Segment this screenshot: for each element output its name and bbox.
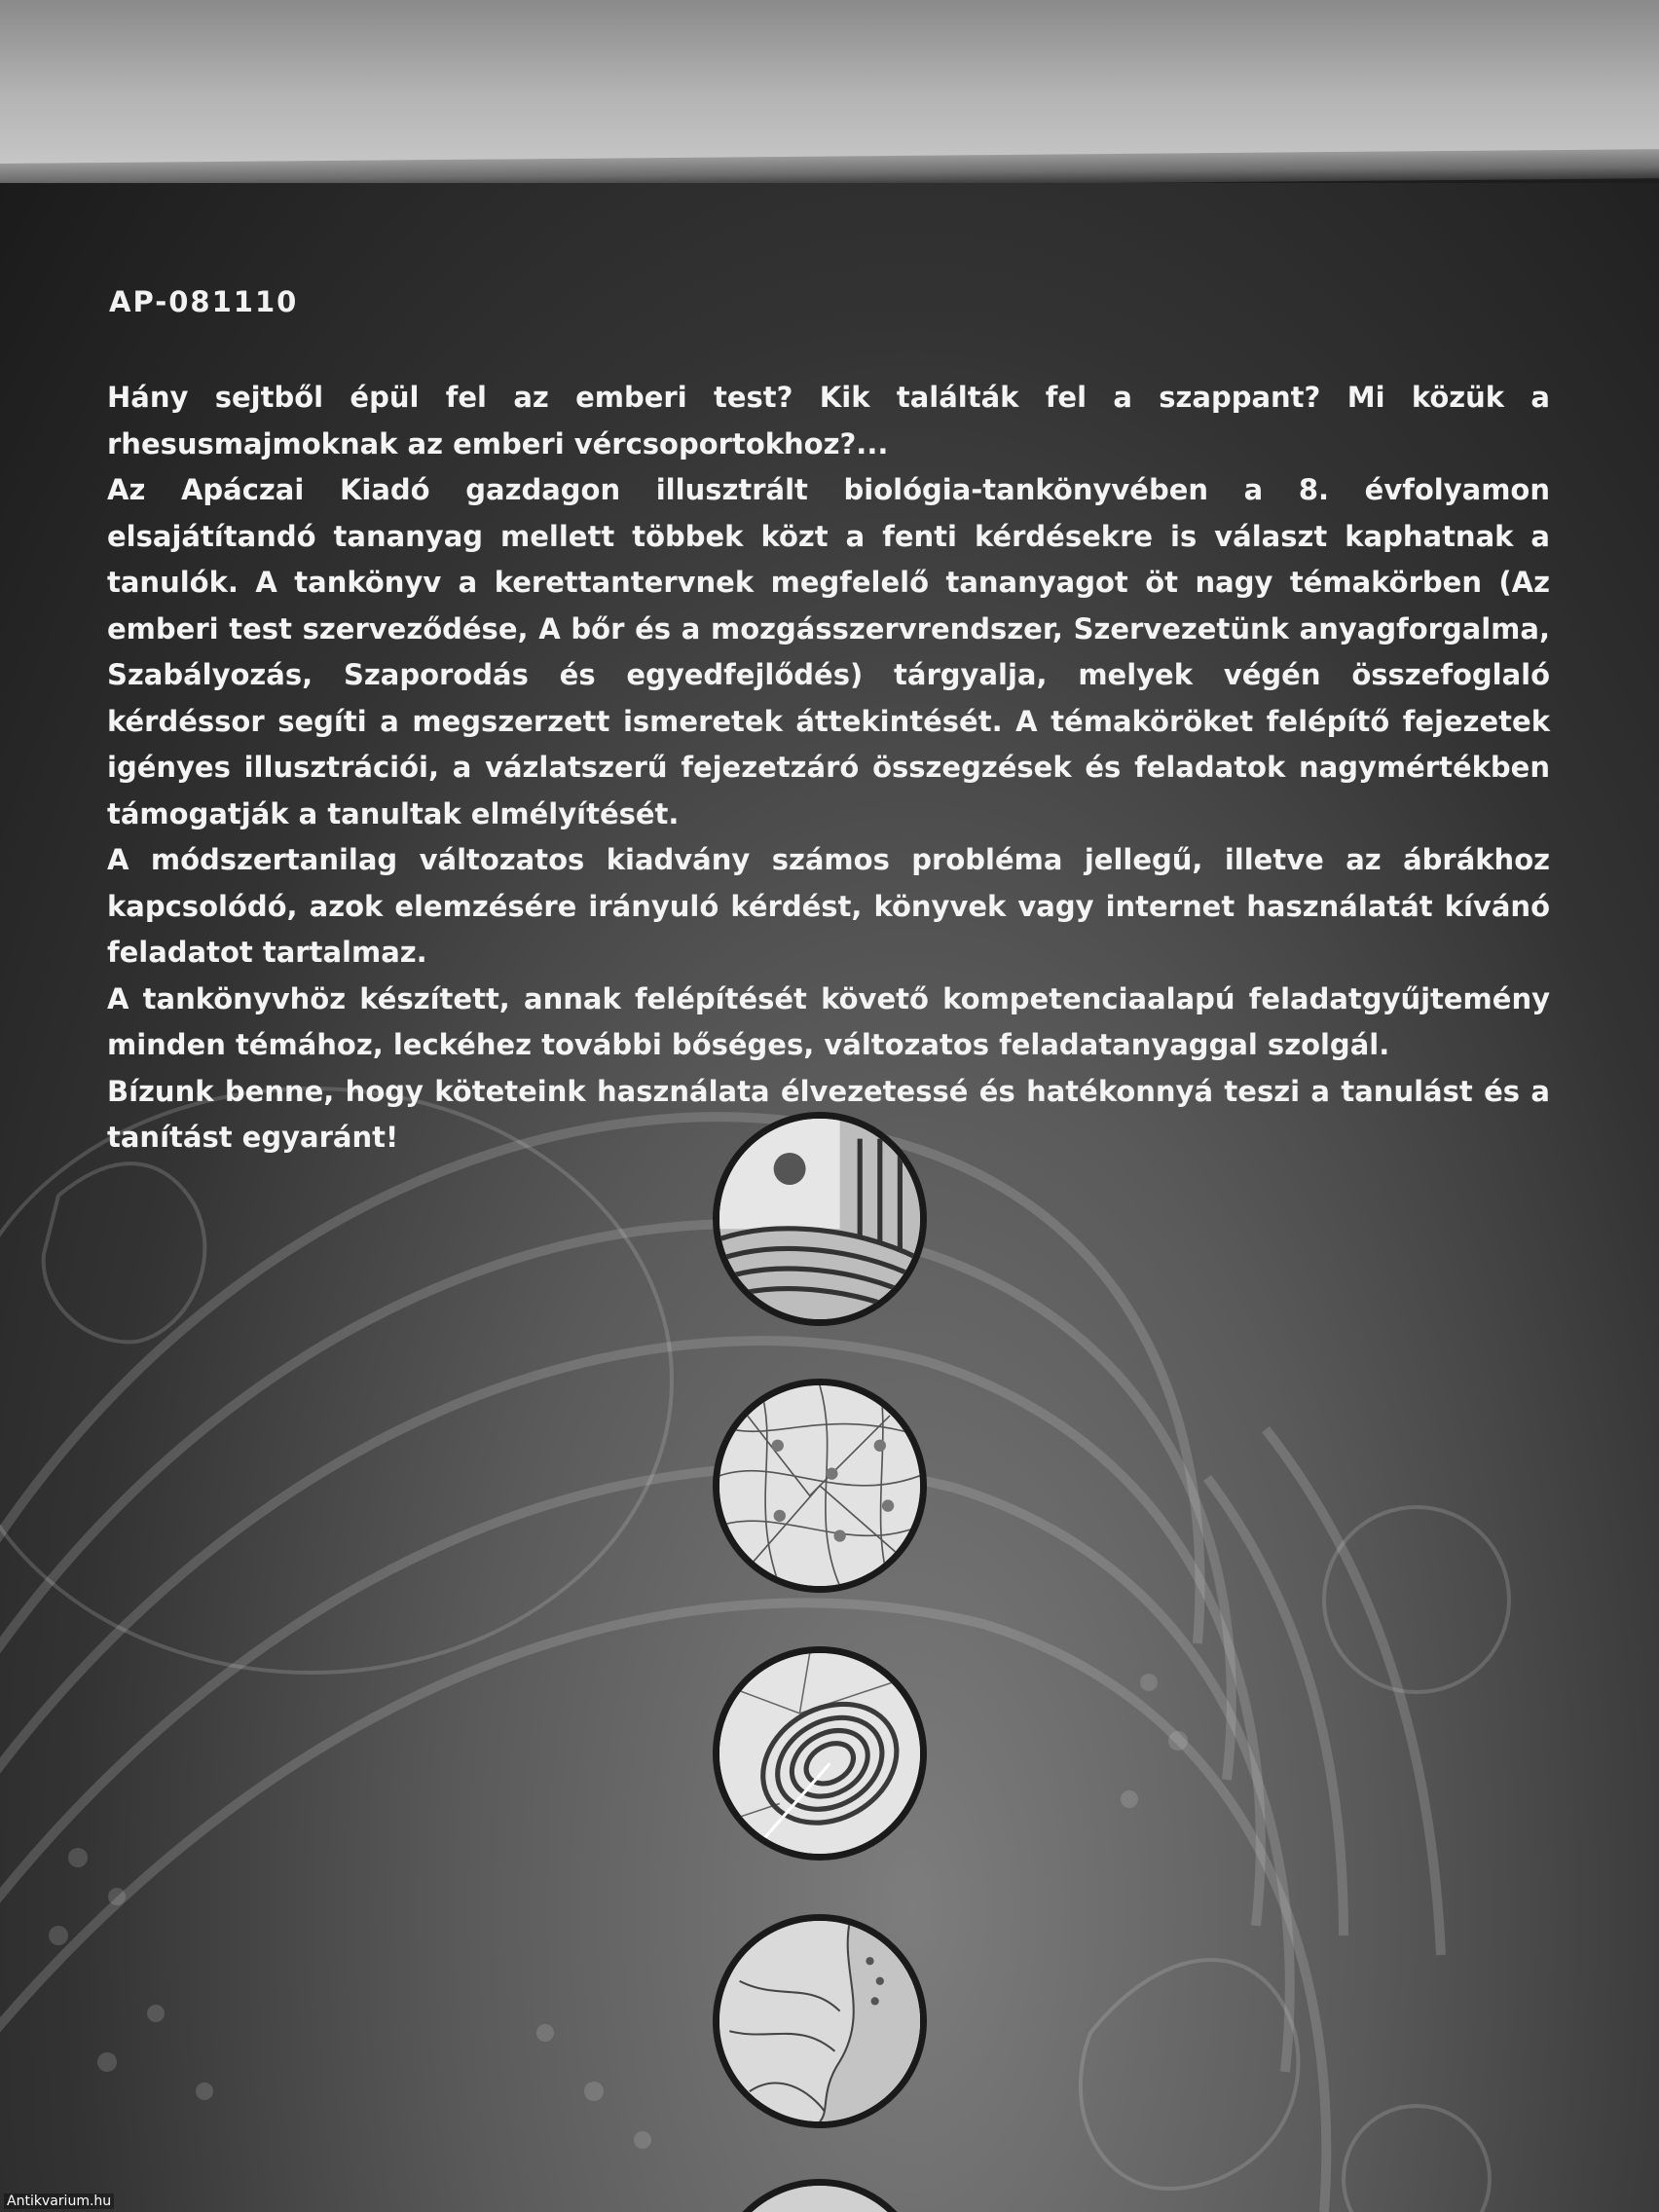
organelle-illustration-icon: [713, 1112, 927, 1326]
watermark: Antikvarium.hu: [4, 2194, 114, 2209]
blurb-paragraph: Az Apáczai Kiadó gazdagon illusztrált biológia-tankönyvében a 8. évfolyamon elsajátítandó tananyag mellett többek közt a fenti kérdésekre is választ kaphatnak a tanulók. A tankönyv a kerettantervnek megfelelő tananyagot öt nagy témakörben (Az emberi test szerveződése, A bőr és a mozgásszervrendszer, Szervezetünk anyagforgalma, Szabályozás, Szaporodás és egyedfejlődés) tárgyalja, melyek végén összefoglaló kérdéssor segíti a megszerzett ismeretek áttekintését. A témaköröket felépítő fejezetek igényes illusztrációi, a vázlatszerű fejezetzáró összegzések és feladatok nagymértékben támogatják a tanultak elmélyítését.: [107, 473, 1550, 830]
book-code: AP-081110: [109, 285, 299, 318]
nerve-cell-network-icon: [713, 1379, 927, 1593]
layered-tissue-icon: [713, 1646, 927, 1861]
skin-cross-section-icon: [713, 1914, 927, 2128]
back-cover-blurb: [107, 375, 1550, 1161]
blurb-paragraph: Hány sejtből épül fel az emberi test? Kik találták fel a szappant? Mi közük a rhesusmajmoknak az emberi vércsoportokhoz?...: [107, 381, 1550, 461]
back-cover: [0, 183, 1659, 2212]
blurb-paragraph: Bízunk benne, hogy köteteink használata élvezetessé és hatékonnyá teszi a tanulást és a tanítást egyaránt!: [107, 1074, 1550, 1154]
blurb-paragraph: A módszertanilag változatos kiadvány számos probléma jellegű, illetve az ábrákhoz kapcsolódó, azok elemzésére irányuló kérdést, könyvek vagy internet használatát kívánó feladatot tartalmaz.: [107, 843, 1550, 969]
page-background-top: [0, 0, 1659, 175]
blurb-paragraph: A tankönyvhöz készített, annak felépítését követő kompetenciaalapú feladatgyűjtemény minden témához, leckéhez további bőséges, változatos feladatanyaggal szolgál.: [107, 981, 1550, 1061]
